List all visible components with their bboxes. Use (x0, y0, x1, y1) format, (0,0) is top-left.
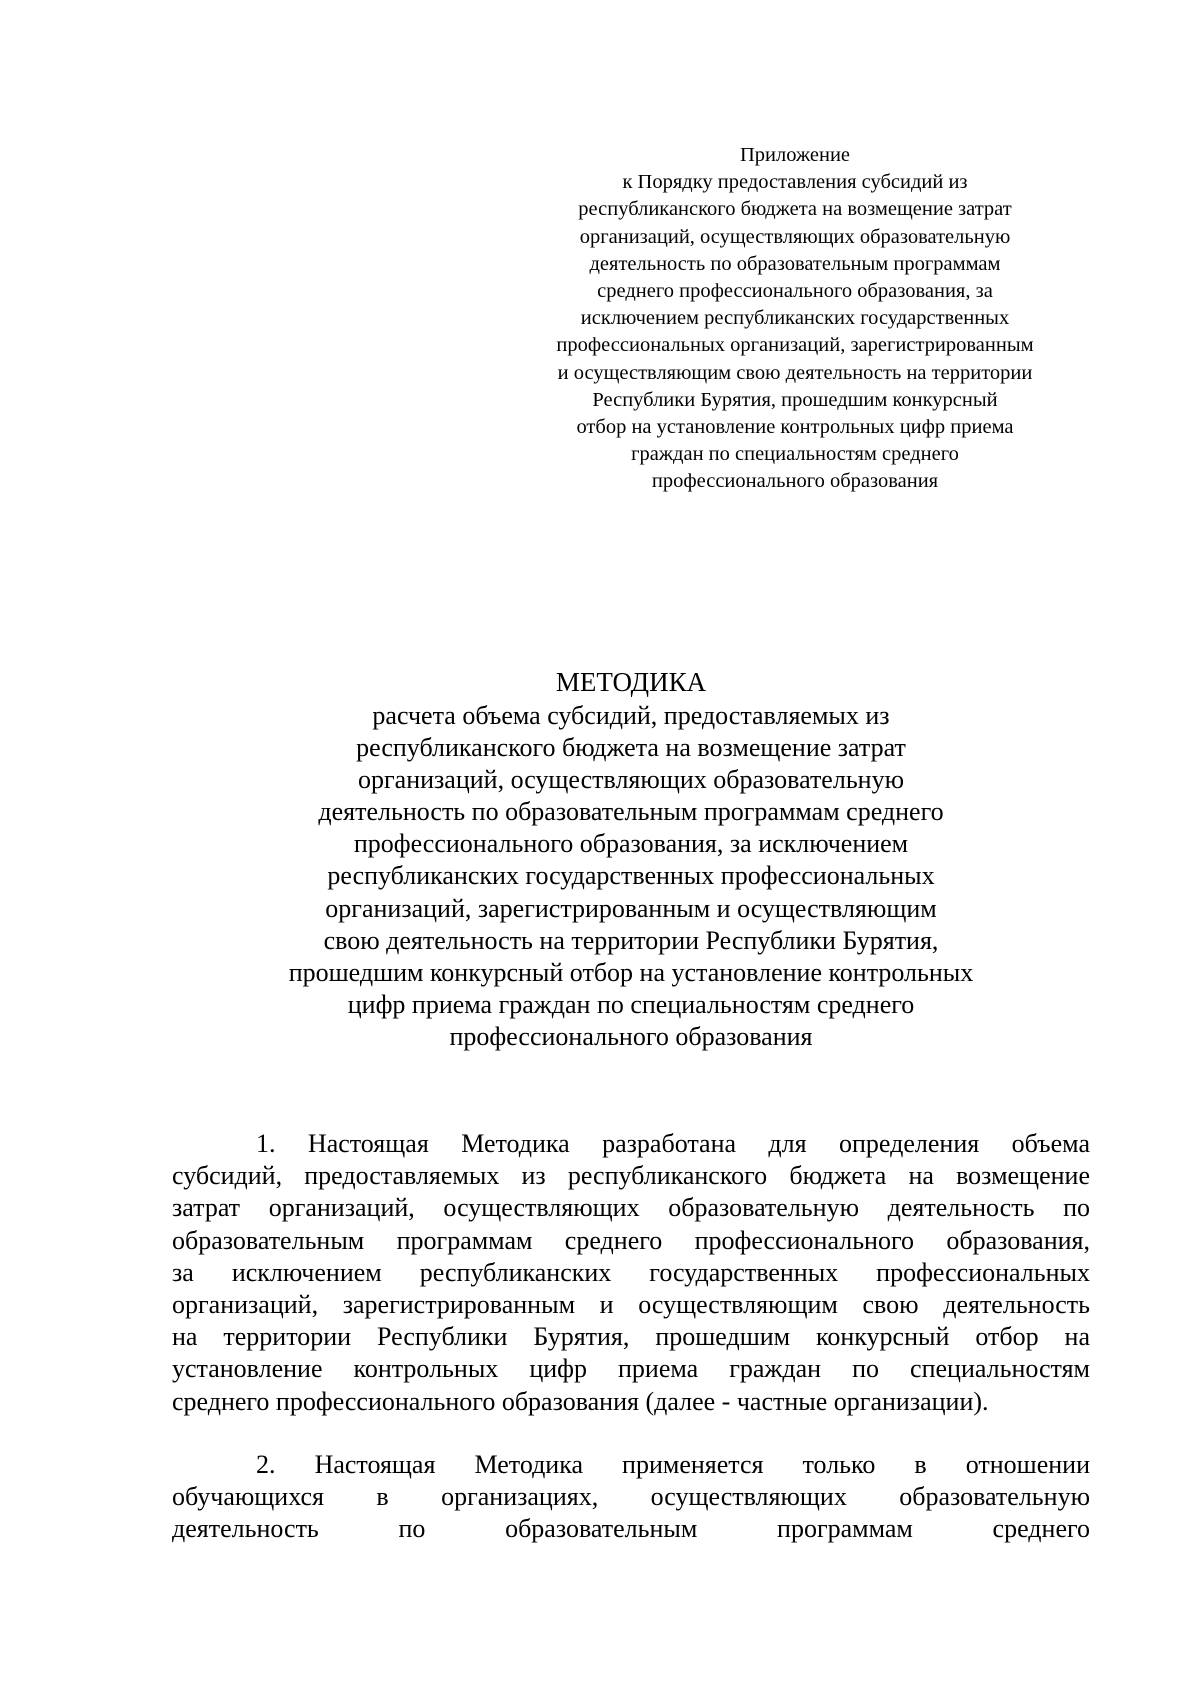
appendix-line: отбор на установление контрольных цифр приема (576, 416, 1014, 439)
appendix-line: республиканского бюджета на возмещение затрат (578, 198, 1012, 221)
appendix-line: среднего профессионального образования, за (597, 280, 993, 303)
appendix-line: организаций, осуществляющих образовательную (579, 225, 1011, 248)
appendix-line: Приложение (739, 144, 851, 166)
subtitle-line: республиканского бюджета на возмещение затрат (356, 733, 906, 763)
paragraph-1 (172, 1128, 1090, 1418)
appendix-line: профессиональных организаций, зарегистрированным (556, 334, 1034, 357)
subtitle-line: организаций, зарегистрированным и осуществляющим (325, 893, 937, 923)
paragraph-line: деятельность по образовательным программам среднего (172, 1514, 1090, 1544)
subtitle-line: профессионального образования (449, 1021, 813, 1051)
subtitle-line: расчета объема субсидий, предоставляемых из (372, 701, 890, 730)
subtitle-line: профессионального образования, за исключением (353, 829, 909, 859)
paragraph-line: обучающихся в организациях, осуществляющих образовательную (172, 1482, 1090, 1512)
appendix-line: профессионального образования (651, 470, 939, 493)
document-subtitle (0, 700, 1200, 1053)
subtitle-line: цифр приема граждан по специальностям среднего (347, 989, 915, 1019)
appendix-line: деятельность по образовательным программам (589, 252, 1001, 275)
subtitle-line: республиканских государственных профессиональных (327, 861, 935, 891)
paragraph-line: на территории Республики Бурятия, прошедшим конкурсный отбор на (172, 1322, 1090, 1352)
subtitle-line: организаций, осуществляющих образовательную (357, 765, 905, 795)
subtitle-line: прошедшим конкурсный отбор на установление контрольных (288, 957, 974, 987)
subtitle-line: деятельность по образовательным программам среднего (318, 797, 944, 827)
paragraph-line: субсидий, предоставляемых из республиканского бюджета на возмещение (172, 1161, 1090, 1191)
document-title: МЕТОДИКА (555, 667, 707, 697)
appendix-line: Республики Бурятия, прошедшим конкурсный (592, 388, 998, 411)
paragraph-line: за исключением республиканских государственных профессиональных (172, 1257, 1090, 1287)
paragraph-line: установление контрольных цифр приема граждан по специальностям (172, 1354, 1090, 1384)
paragraph-line: среднего профессионального образования (далее - частные организации). (172, 1386, 989, 1416)
appendix-reference (505, 142, 1085, 496)
paragraph-2 (172, 1449, 1090, 1546)
paragraph-line: организаций, зарегистрированным и осуществляющим свою деятельность (172, 1289, 1090, 1319)
appendix-line: и осуществляющим свою деятельность на территории (557, 361, 1033, 384)
paragraph-line: 1. Настоящая Методика разработана для определения объема (256, 1129, 1090, 1158)
appendix-line: к Порядку предоставления субсидий из (622, 171, 968, 194)
paragraph-line: затрат организаций, осуществляющих образовательную деятельность по (172, 1193, 1090, 1223)
paragraph-line: 2. Настоящая Методика применяется только в отношении (256, 1450, 1090, 1479)
paragraph-line: образовательным программам среднего профессионального образования, (172, 1225, 1090, 1255)
appendix-line: граждан по специальностям среднего (631, 443, 959, 466)
appendix-line: исключением республиканских государственных (580, 307, 1010, 330)
subtitle-line: свою деятельность на территории Республики Бурятия, (323, 925, 939, 955)
